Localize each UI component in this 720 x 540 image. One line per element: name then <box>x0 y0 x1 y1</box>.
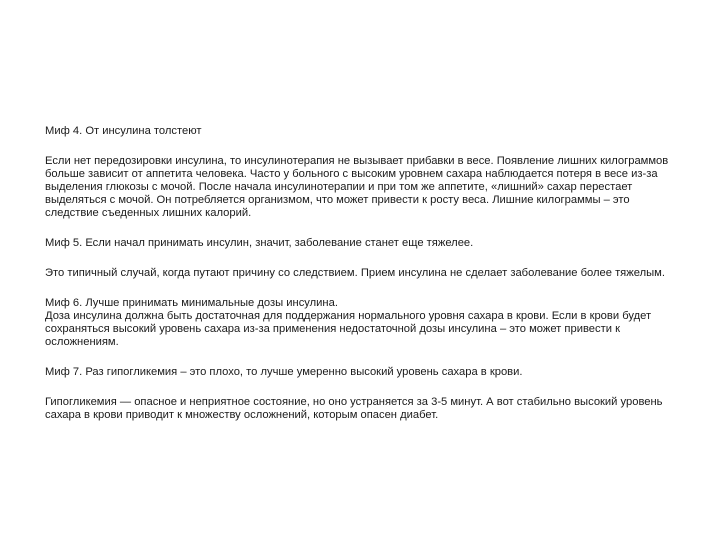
myth-4-text: Если нет передозировки инсулина, то инсулинотерапия не вызывает прибавки в весе. Появление лишних килограммов больше зависит от аппетита человека. Часто у больного с высоким уровнем сахара наблюдается потеря в весе из-за выделения глюкозы с мочой. После начала инсулинотерапии и при том же аппетите, «лишний» сахар перестает выделяться с мочой. Он потребляется организмом, что может привести к росту веса. Лишние килограммы – это следствие съеденных лишних калорий. <box>45 155 669 219</box>
myth-6-text: Доза инсулина должна быть достаточная для поддержания нормального уровня сахара в крови. Если в крови будет сохраняться высокий уровень сахара из-за применения недостаточной дозы инсулина – это может привести к осложнениям. <box>45 310 652 348</box>
myth-6-heading: Миф 6. Лучше принимать минимальные дозы инсулина. <box>45 297 338 309</box>
myth-7-heading: Миф 7. Раз гипогликемия – это плохо, то лучше умеренно высокий уровень сахара в крови. <box>45 366 523 378</box>
document-body <box>45 125 675 439</box>
myth-5-heading: Миф 5. Если начал принимать инсулин, значит, заболевание станет еще тяжелее. <box>45 237 474 249</box>
myth-7-text: Гипогликемия — опасное и неприятное состояние, но оно устраняется за 3-5 минут. А вот стабильно высокий уровень сахара в крови приводит к множеству осложнений, которым опасен диабет. <box>45 396 663 421</box>
myth-5-text: Это типичный случай, когда путают причину со следствием. Прием инсулина не сделает заболевание более тяжелым. <box>45 267 665 279</box>
myth-4-heading: Миф 4. От инсулина толстеют <box>45 125 202 137</box>
